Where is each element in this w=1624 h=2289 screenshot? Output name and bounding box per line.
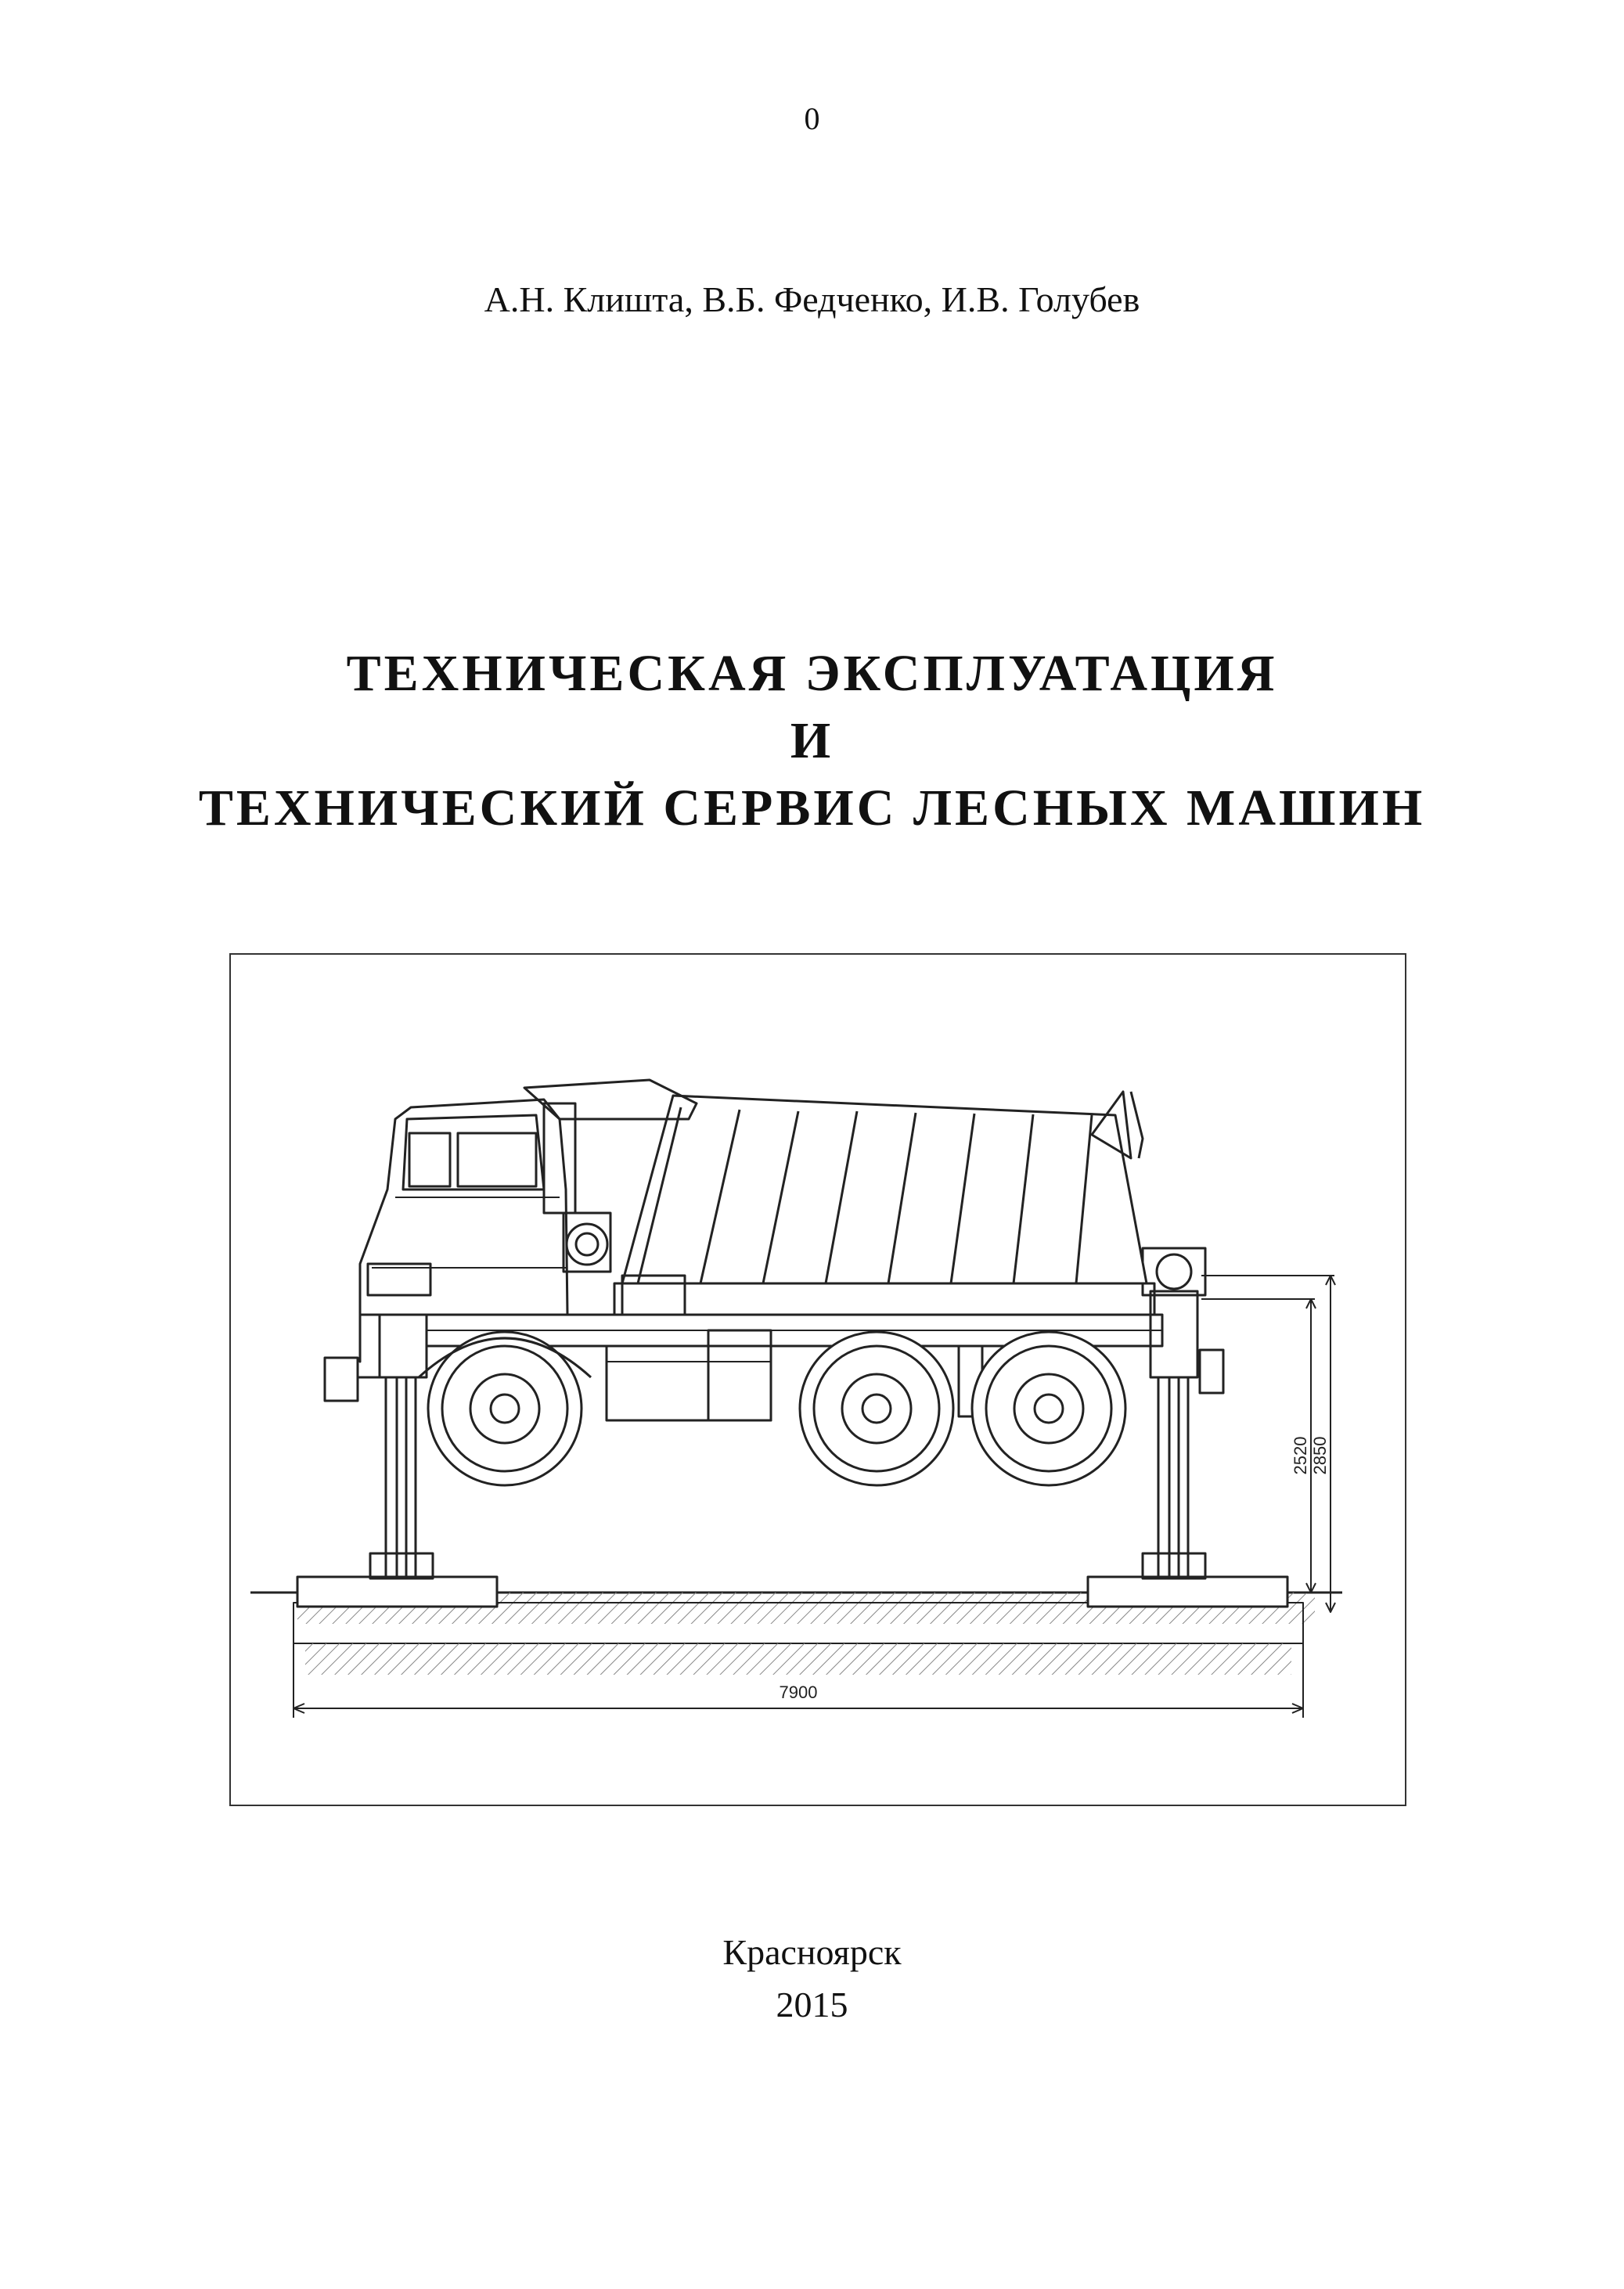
- cover-illustration-frame: [229, 953, 1406, 1806]
- rear-wheel-2: [972, 1332, 1125, 1485]
- ground-foundation: [250, 1577, 1342, 1675]
- authors: А.Н. Клишта, В.Б. Федченко, И.В. Голубев: [484, 279, 1140, 319]
- rear-wheel-1: [800, 1332, 953, 1485]
- title-line-3: ТЕХНИЧЕСКИЙ СЕРВИС ЛЕСНЫХ МАШИН: [198, 779, 1426, 837]
- dimension-7900: 7900: [779, 1683, 818, 1702]
- book-title: [0, 640, 1624, 842]
- title-line-2: И: [790, 712, 834, 769]
- dimension-2850: 2850: [1310, 1436, 1330, 1475]
- title-line-1: ТЕХНИЧЕСКАЯ ЭКСПЛУАТАЦИЯ: [346, 645, 1278, 702]
- dimension-2520: 2520: [1291, 1436, 1310, 1475]
- page-number: 0: [804, 101, 820, 136]
- publication-city: Красноярск: [722, 1932, 902, 1972]
- publication-year: 2015: [776, 1985, 848, 2024]
- dump-body: [524, 1080, 1154, 1315]
- front-wheel: [419, 1332, 591, 1485]
- truck-cab: [360, 1100, 610, 1362]
- dump-truck-on-lift-drawing: [231, 955, 1405, 1805]
